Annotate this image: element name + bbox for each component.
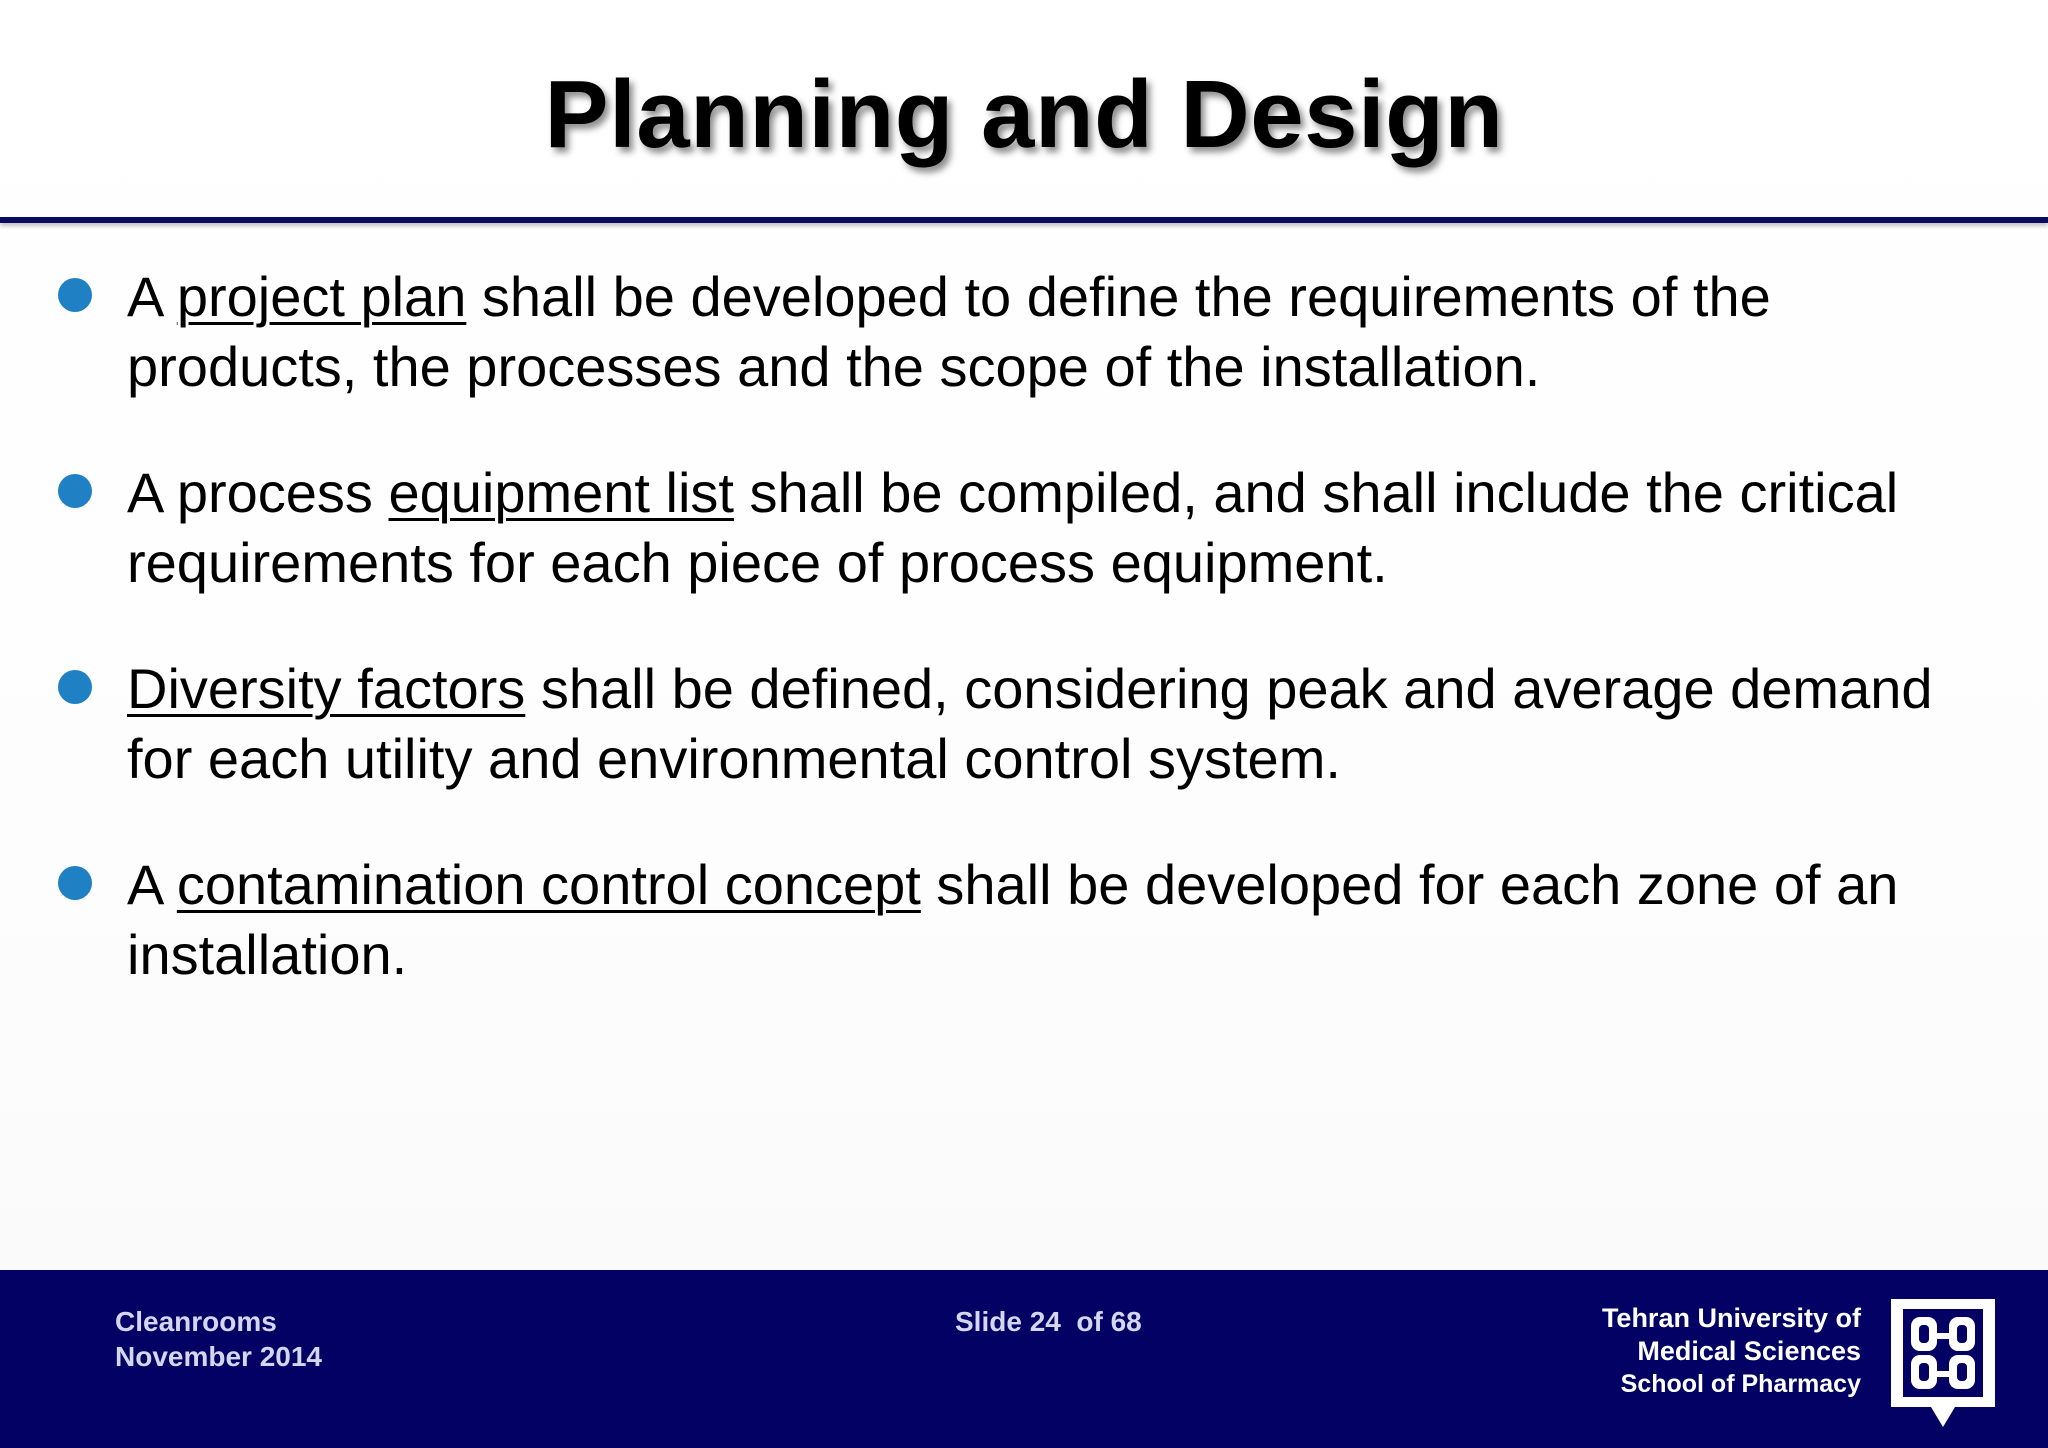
bullet-text-before: A [127,853,177,916]
footer-course-name: Cleanrooms [115,1306,277,1337]
bullet-key-term: contamination control concept [176,853,921,916]
bullet-item [0,654,2048,794]
bullet-text-after: shall be compiled, and shall include the critical requirements for each piece of process equipment. [127,461,1899,594]
bullet-text-after: shall be defined, considering peak and average demand for each utility and environmental control system. [127,657,1933,790]
bullet-key-term: Diversity factors [127,657,526,720]
bullet-item [0,458,2048,598]
bullet-dot-icon [58,866,92,900]
bullet-text-after: shall be developed for each zone of an installation. [127,853,1899,986]
bullet-item [0,262,2048,402]
bullet-text-before: A [127,265,177,328]
bullet-dot-icon [58,670,92,704]
footer-institution [1602,1302,1861,1401]
footer-date: November 2014 [115,1341,323,1372]
bullet-text-before: A process [127,461,389,524]
bullet-list [0,262,2048,1046]
title-divider [0,217,2048,223]
footer-university-line1: Tehran University of [1601,1303,1861,1333]
university-emblem-icon [1887,1295,1999,1435]
footer-school: School of Pharmacy [1620,1370,1861,1398]
bullet-dot-icon [58,278,92,312]
bullet-item [0,850,2048,990]
bullet-dot-icon [58,474,92,508]
slide-footer [0,1270,2048,1448]
bullet-key-term: equipment list [388,461,734,524]
slide-title: Planning and Design [544,61,1504,168]
footer-course-info [115,1304,322,1374]
bullet-key-term: project plan [176,265,467,328]
slide-counter: Slide 24 of 68 [955,1306,1142,1337]
bullet-text-after: shall be developed to define the requirements of the products, the processes and the scope of the installation. [127,265,1771,398]
footer-university-line2: Medical Sciences [1637,1336,1861,1366]
